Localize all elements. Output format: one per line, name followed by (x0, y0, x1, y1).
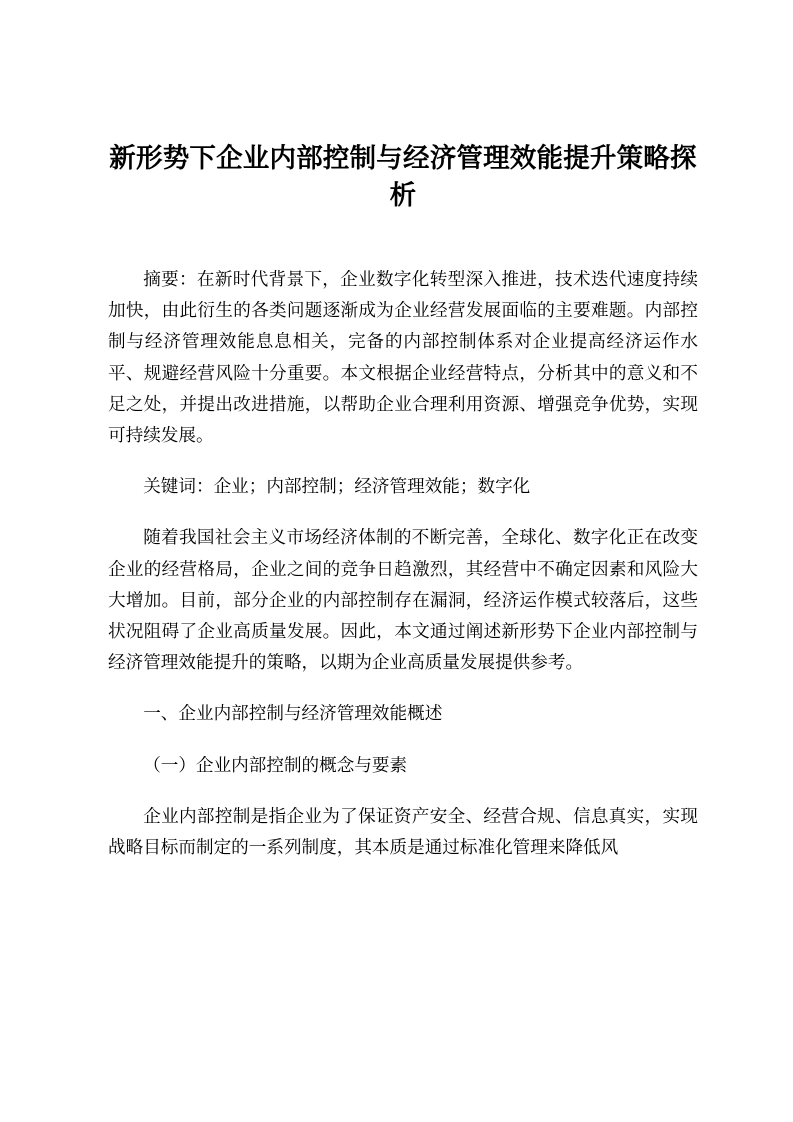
document-title: 新形势下企业内部控制与经济管理效能提升策略探析 (109, 143, 697, 211)
section-heading: 一、企业内部控制与经济管理效能概述 (143, 704, 443, 725)
intro-paragraph: 随着我国社会主义市场经济体制的不断完善，全球化、数字化正在改变企业的经营格局，企业之间的竞争日趋激烈，其经营中不确定因素和风险大大增加。目前，部分企业的内部控制存在漏洞，经济运作模式较落后，这些状况阻碍了企业高质量发展。因此，本文通过阐述新形势下企业内部控制与经济管理效能提升的策略，以期为企业高质量发展提供参考。 (108, 528, 698, 674)
keywords-paragraph: 关键词：企业；内部控制；经济管理效能；数字化 (143, 477, 531, 498)
abstract-paragraph: 摘要：在新时代背景下，企业数字化转型深入推进，技术迭代速度持续加快，由此衍生的各类问题逐渐成为企业经营发展面临的主要难题。内部控制与经济管理效能息息相关，完备的内部控制体系对企业提高经济运作水平、规避经营风险十分重要。本文根据企业经营特点，分析其中的意义和不足之处，并提出改进措施，以帮助企业合理利用资源、增强竞争优势，实现可持续发展。 (108, 270, 698, 447)
subsection-heading: （一）企业内部控制的概念与要素 (143, 755, 408, 776)
body-paragraph: 企业内部控制是指企业为了保证资产安全、经营合规、信息真实，实现战略目标而制定的一系列制度，其本质是通过标准化管理来降低风 (108, 806, 698, 859)
document-page (108, 140, 698, 884)
